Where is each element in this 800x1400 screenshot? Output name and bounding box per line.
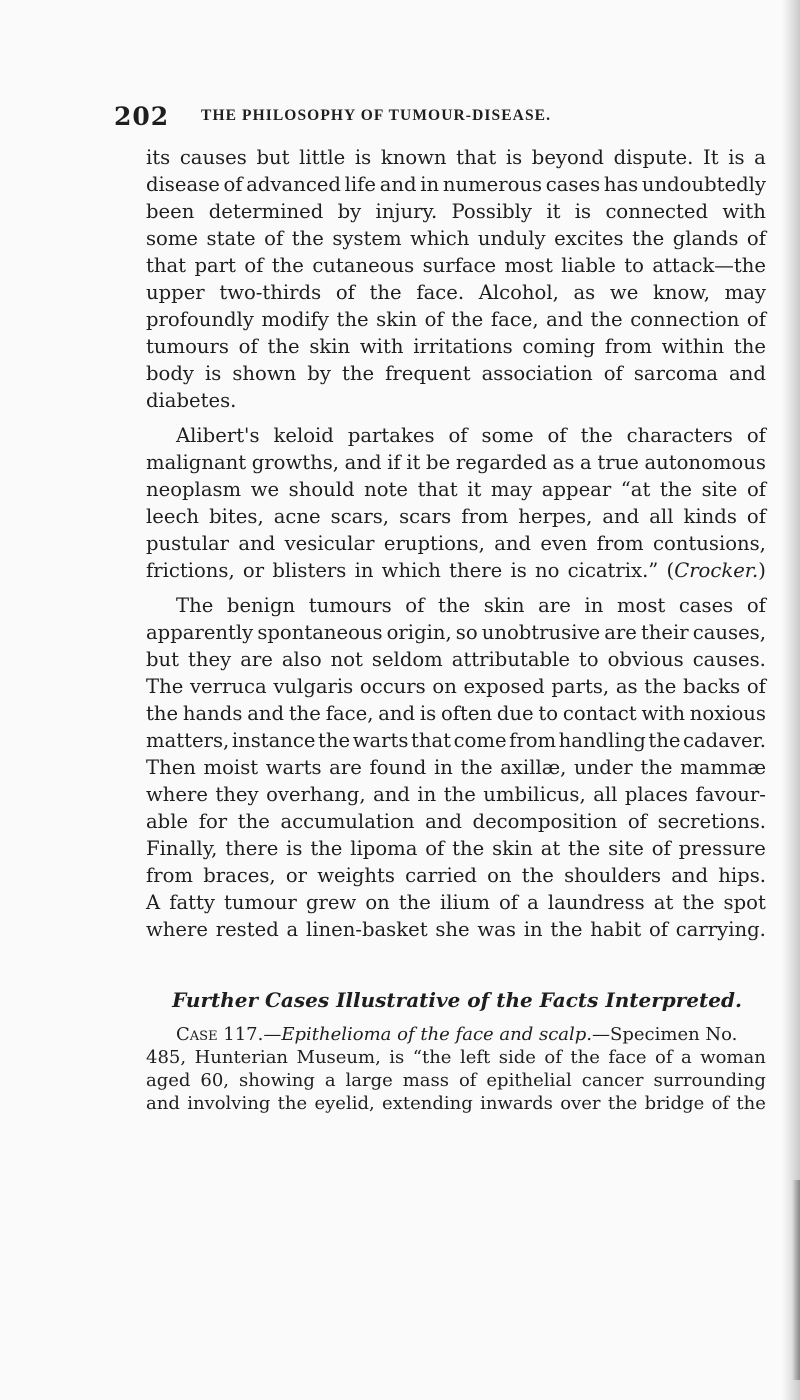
text-line: malignant growths, and if it be regarded as a true autonomous bbox=[146, 451, 766, 474]
text-line: A fatty tumour grew on the ilium of a laundress at the spot bbox=[146, 891, 766, 914]
text-line: but they are also not seldom attributable to obvious causes. bbox=[146, 648, 766, 671]
citation: (Crocker.) bbox=[666, 559, 766, 582]
paragraph-2 bbox=[146, 422, 766, 584]
text-line: matters, instance the warts that come from handling the cadaver. bbox=[146, 729, 766, 752]
text-line: Alibert's keloid partakes of some of the characters of bbox=[176, 424, 766, 447]
page-header bbox=[0, 102, 800, 132]
paragraph-1 bbox=[146, 144, 766, 414]
text-line: where they overhang, and in the umbilicus, all places favour- bbox=[146, 783, 766, 806]
text-line: Finally, there is the lipoma of the skin at the site of pressure bbox=[146, 837, 766, 860]
text-line: that part of the cutaneous surface most liable to attack—the bbox=[146, 254, 766, 277]
text-line: profoundly modify the skin of the face, and the connection of bbox=[146, 308, 766, 331]
case-title: Epithelioma of the face and scalp. bbox=[281, 1024, 593, 1045]
case-first-line: Case 117.—Epithelioma of the face and scalp.—Specimen No. bbox=[176, 1024, 738, 1045]
page-number: 202 bbox=[114, 102, 170, 131]
text-line: tumours of the skin with irritations coming from within the bbox=[146, 335, 766, 358]
text-line: where rested a linen-basket she was in the habit of carrying. bbox=[146, 918, 766, 941]
text-line: The benign tumours of the skin are in most cases of bbox=[176, 594, 766, 617]
page-edge-mark bbox=[792, 1180, 800, 1380]
text-line: leech bites, acne scars, scars from herpes, and all kinds of bbox=[146, 505, 766, 528]
text-line: able for the accumulation and decomposition of secretions. bbox=[146, 810, 766, 833]
text-line: apparently spontaneous origin, so unobtrusive are their causes, bbox=[146, 621, 766, 644]
text-line: pustular and vesicular eruptions, and even from contusions, bbox=[146, 532, 766, 555]
text-line: frictions, or blisters in which there is no cicatrix.” (Crocker.) bbox=[146, 559, 766, 582]
text-line: 485, Hunterian Museum, is “the left side of the face of a woman bbox=[146, 1047, 766, 1068]
text-line: Then moist warts are found in the axillæ, under the mammæ bbox=[146, 756, 766, 779]
text-line: and involving the eyelid, extending inwards over the bridge of the bbox=[146, 1093, 766, 1114]
case-label: Case 117. bbox=[176, 1024, 264, 1045]
text-line: upper two-thirds of the face. Alcohol, as we know, may bbox=[146, 281, 766, 304]
text-line: body is shown by the frequent association of sarcoma and bbox=[146, 362, 766, 385]
body-text bbox=[146, 144, 766, 1115]
section-heading: Further Cases Illustrative of the Facts Interpreted. bbox=[172, 988, 742, 1012]
text-line: from braces, or weights carried on the shoulders and hips. bbox=[146, 864, 766, 887]
text-line: some state of the system which unduly excites the glands of bbox=[146, 227, 766, 250]
text-line: neoplasm we should note that it may appear “at the site of bbox=[146, 478, 766, 501]
text-line: aged 60, showing a large mass of epithelial cancer surrounding bbox=[146, 1070, 766, 1091]
case-first-line-rest: Specimen No. bbox=[610, 1024, 738, 1045]
text-line: its causes but little is known that is beyond dispute. It is a bbox=[146, 146, 766, 169]
paragraph-3 bbox=[146, 592, 766, 943]
text-line: disease of advanced life and in numerous cases has undoubtedly bbox=[146, 173, 766, 196]
text-line: diabetes. bbox=[146, 389, 237, 412]
case-entry bbox=[146, 1023, 766, 1115]
running-head: THE PHILOSOPHY OF TUMOUR-DISEASE. bbox=[201, 107, 552, 124]
text-line: been determined by injury. Possibly it is connected with bbox=[146, 200, 766, 223]
text-line: the hands and the face, and is often due to contact with noxious bbox=[146, 702, 766, 725]
text-line: The verruca vulgaris occurs on exposed parts, as the backs of bbox=[146, 675, 766, 698]
